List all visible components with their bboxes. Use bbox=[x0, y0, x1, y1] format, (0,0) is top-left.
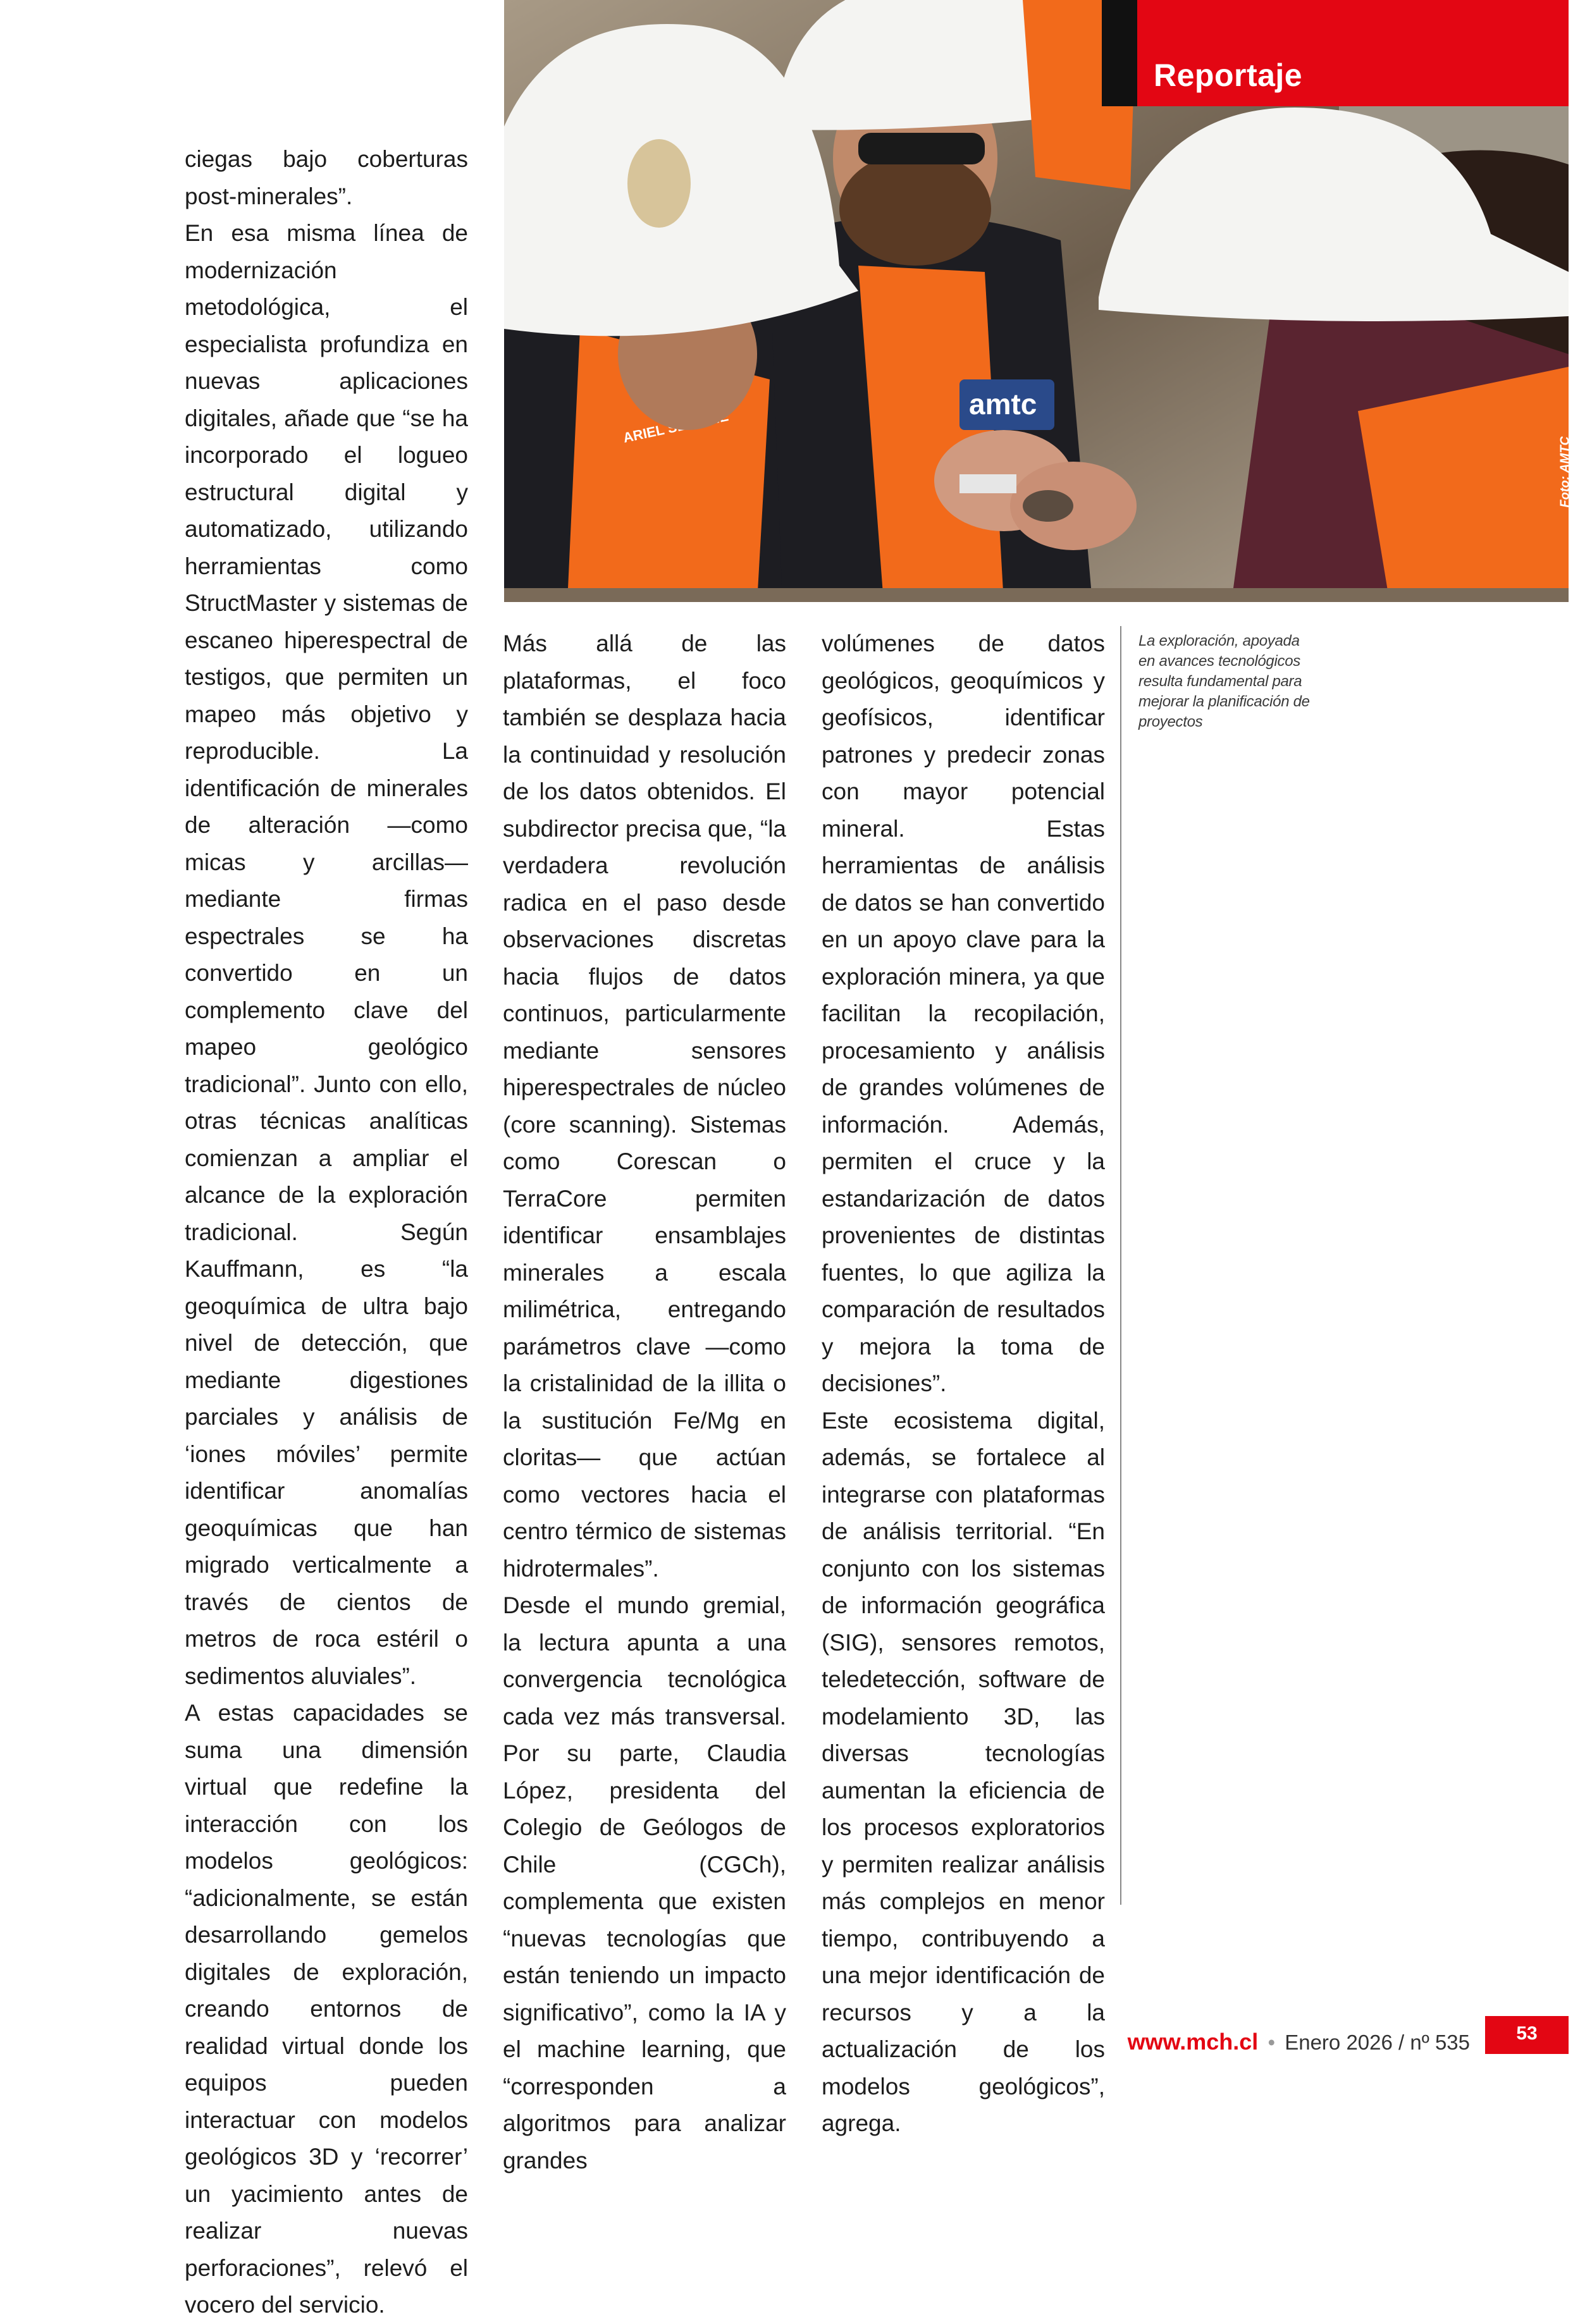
paragraph: volúmenes de datos geológicos, geoquímicos y geofísicos, identificar patrones y predecir zonas con mayor potencial mineral. Estas herramientas de análisis de datos se han convertido en un apoyo clave para la exploración minera, ya que facilitan la recopilación, procesamiento y análisis de grandes volúmenes de información. Además, permiten el cruce y la estandarización de datos provenientes de distintas fuentes, lo que agiliza la comparación de resultados y mejora la toma de decisiones”. bbox=[822, 630, 1105, 1396]
paragraph: Este ecosistema digital, además, se fortalece al integrarse con plataformas de análisis territorial. “En conjunto con los sistemas de información geográfica (SIG), sensores remotos, teledetección, software de modelamiento 3D, las diversas tecnologías aumentan la eficiencia de los procesos exploratorios y permiten realizar análisis más complejos en menor tiempo, contribuyendo a una mejor identificación de recursos y a la actualización de los modelos geológicos”, agrega. bbox=[822, 1407, 1105, 2136]
paragraph: Más allá de las plataformas, el foco también se desplaza hacia la continuidad y resolución de los datos obtenidos. El subdirector precisa que, “la verdadera revolución radica en el paso desde observaciones discretas hacia flujos de datos continuos, particularmente mediante sensores hiperespectrales de núcleo (core scanning). Sistemas como Corescan o TerraCore permiten identificar ensamblajes minerales a escala milimétrica, entregando parámetros clave —como la cristalinidad de la illita o la sustitución Fe/Mg en cloritas— que actúan como vectores hacia el centro térmico de sistemas hidrotermales”. bbox=[503, 630, 786, 1582]
article-column-1 bbox=[185, 141, 468, 2324]
article-column-3 bbox=[822, 625, 1105, 2143]
issue-info: Enero 2026 / nº 535 bbox=[1285, 2031, 1470, 2054]
footer-bullet: • bbox=[1268, 2031, 1276, 2054]
paragraph: A estas capacidades se suma una dimensión virtual que redefine la interacción con los modelos geológicos: “adicionalmente, se están desarrollando gemelos digitales de exploración, creando entornos de realidad virtual donde los equipos pueden interactuar con modelos geológicos 3D y ‘recorrer’ un yacimiento antes de realizar nuevas perforaciones”, relevó el vocero del servicio. bbox=[185, 1700, 468, 2318]
paragraph: ciegas bajo coberturas post-minerales”. bbox=[185, 146, 468, 209]
photo-caption: La exploración, apoyada en avances tecnológicos resulta fundamental para mejorar la planificación de proyectos bbox=[1138, 632, 1310, 730]
site-url[interactable]: www.mch.cl bbox=[1127, 2029, 1259, 2055]
vest-logo: amtc bbox=[969, 388, 1037, 421]
column-divider bbox=[1120, 626, 1121, 1905]
footer bbox=[1128, 2029, 1470, 2055]
paragraph: Desde el mundo gremial, la lectura apunta a una convergencia tecnológica cada vez más transversal. Por su parte, Claudia López, presidenta del Colegio de Geólogos de Chile (CGCh), complementa que existen “nuevas tecnologías que están teniendo un impacto significativo”, como la IA y el machine learning, que “corresponden a algoritmos para analizar grandes bbox=[503, 1592, 786, 2173]
section-label: Reportaje bbox=[1154, 58, 1303, 93]
article-column-2 bbox=[503, 625, 786, 2179]
section-tab bbox=[1102, 0, 1569, 106]
paragraph: En esa misma línea de modernización metodológica, el especialista profundiza en nuevas aplicaciones digitales, añade que “se ha incorporado el logueo estructural digital y automatizado, utilizando herramientas como StructMaster y sistemas de escaneo hiperespectral de testigos, que permiten un mapeo más objetivo y reproducible. La identificación de minerales de alteración —como micas y arcillas— mediante firmas espectrales se ha convertido en un complemento clave del mapeo geológico tradicional”. Junto con ello, otras técnicas analíticas comienzan a ampliar el alcance de la exploración tradicional. Según Kauffmann, es “la geoquímica de ultra bajo nivel de detección, que mediante digestiones parciales y análisis de ‘iones móviles’ permite identificar anomalías geoquímicas que han migrado verticalmente a través de cientos de metros de roca estéril o sedimentos aluviales”. bbox=[185, 220, 468, 1689]
section-tab-strip bbox=[1102, 0, 1137, 106]
photo-credit: Foto: AMTC bbox=[1558, 436, 1572, 508]
page-number: 53 bbox=[1485, 2016, 1569, 2054]
